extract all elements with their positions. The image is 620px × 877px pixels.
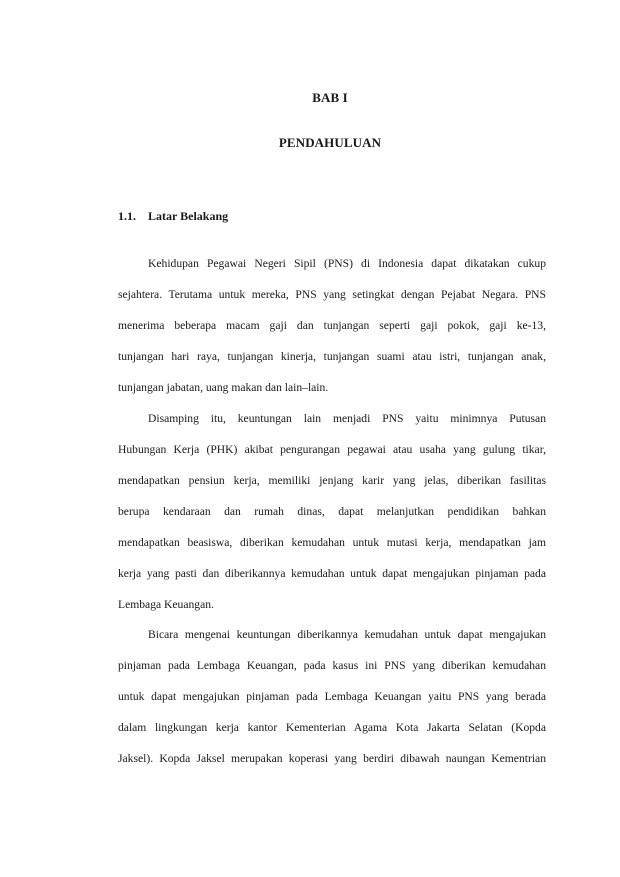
text-line: untuk dapat mengajukan pinjaman pada Lembaga Keuangan yaitu PNS yang berada: [118, 690, 546, 703]
text-line: tunjangan hari raya, tunjangan kinerja, tunjangan suami atau istri, tunjangan anak,: [118, 350, 546, 363]
text-line: dalam lingkungan kerja kantor Kementerian Agama Kota Jakarta Selatan (Kopda: [118, 721, 546, 734]
text-line: Jaksel). Kopda Jaksel merupakan koperasi yang berdiri dibawah naungan Kementrian: [118, 752, 546, 765]
text-line: mendapatkan pensiun kerja, memiliki jenjang karir yang jelas, diberikan fasilitas: [118, 474, 546, 487]
text-line: kerja yang pasti dan diberikannya kemudahan untuk dapat mengajukan pinjaman pada: [118, 567, 546, 580]
text-line: menerima beberapa macam gaji dan tunjangan seperti gaji pokok, gaji ke-13,: [118, 319, 546, 332]
section-title: Latar Belakang: [148, 209, 229, 223]
text-line: tunjangan jabatan, uang makan dan lain–lain.: [118, 381, 329, 394]
text-line: sejahtera. Terutama untuk mereka, PNS yang setingkat dengan Pejabat Negara. PNS: [118, 288, 546, 301]
text-line: mendapatkan beasiswa, diberikan kemudahan untuk mutasi kerja, mendapatkan jam: [118, 536, 546, 549]
text-line: berupa kendaraan dan rumah dinas, dapat melanjutkan pendidikan bahkan: [118, 505, 546, 518]
text-line: Bicara mengenai keuntungan diberikannya kemudahan untuk dapat mengajukan: [148, 628, 546, 641]
text-line: Lembaga Keuangan.: [118, 598, 214, 611]
text-line: Kehidupan Pegawai Negeri Sipil (PNS) di Indonesia dapat dikatakan cukup: [148, 257, 546, 270]
text-line: Hubungan Kerja (PHK) akibat pengurangan pegawai atau usaha yang gulung tikar,: [118, 443, 546, 456]
section-number: 1.1.: [118, 209, 136, 223]
chapter-title: PENDAHULUAN: [278, 135, 382, 150]
chapter-heading: BAB I: [312, 90, 348, 105]
text-line: Disamping itu, keuntungan lain menjadi PNS yaitu minimnya Putusan: [148, 412, 546, 425]
text-line: pinjaman pada Lembaga Keuangan, pada kasus ini PNS yang diberikan kemudahan: [118, 659, 546, 672]
